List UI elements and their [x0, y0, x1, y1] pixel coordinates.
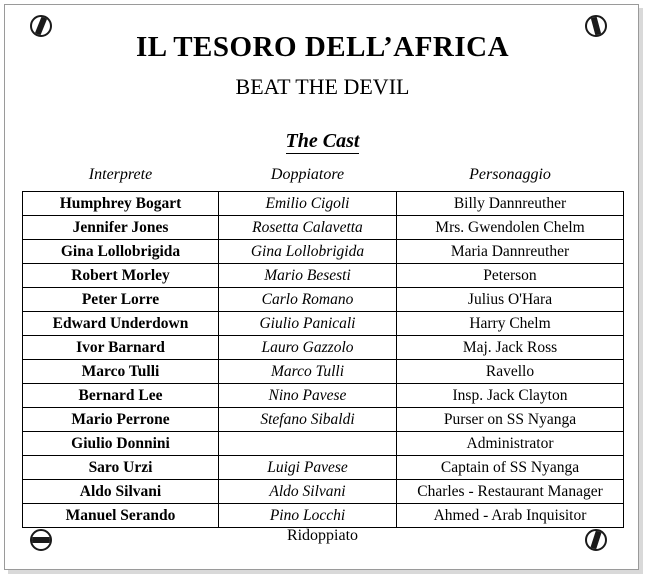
cell-interprete: Giulio Donnini [23, 432, 219, 456]
table-row [23, 456, 624, 480]
table-row [23, 288, 624, 312]
table-row [23, 384, 624, 408]
cell-doppiatore: Lauro Gazzolo [219, 336, 397, 360]
cell-interprete: Bernard Lee [23, 384, 219, 408]
column-header-personaggio: Personaggio [469, 166, 551, 183]
cell-interprete: Marco Tulli [23, 360, 219, 384]
table-row [23, 336, 624, 360]
cell-personaggio: Maria Dannreuther [397, 240, 624, 264]
cell-personaggio: Charles - Restaurant Manager [397, 480, 624, 504]
cast-table-header [23, 163, 624, 192]
footer-note: Ridoppiato [286, 527, 359, 544]
cell-doppiatore: Emilio Cigoli [219, 192, 397, 216]
cell-interprete: Aldo Silvani [23, 480, 219, 504]
cell-personaggio: Administrator [397, 432, 624, 456]
table-row [23, 408, 624, 432]
cell-doppiatore: Luigi Pavese [219, 456, 397, 480]
section-heading [0, 130, 645, 153]
table-row [23, 504, 624, 528]
table-row [23, 480, 624, 504]
page-subtitle: BEAT THE DEVIL [235, 74, 410, 99]
cell-doppiatore: Giulio Panicali [219, 312, 397, 336]
cell-interprete: Robert Morley [23, 264, 219, 288]
cell-personaggio: Billy Dannreuther [397, 192, 624, 216]
cell-personaggio: Captain of SS Nyanga [397, 456, 624, 480]
table-row [23, 432, 624, 456]
cell-interprete: Manuel Serando [23, 504, 219, 528]
cell-doppiatore: Pino Locchi [219, 504, 397, 528]
cell-personaggio: Mrs. Gwendolen Chelm [397, 216, 624, 240]
cell-interprete: Jennifer Jones [23, 216, 219, 240]
table-row [23, 312, 624, 336]
cell-doppiatore: Nino Pavese [219, 384, 397, 408]
cell-doppiatore: Rosetta Calavetta [219, 216, 397, 240]
page-title: IL TESORO DELL’AFRICA [135, 31, 510, 63]
section-heading-text: The Cast [285, 130, 360, 152]
cell-doppiatore: Stefano Sibaldi [219, 408, 397, 432]
cell-personaggio: Julius O'Hara [397, 288, 624, 312]
table-row [23, 360, 624, 384]
cell-doppiatore: Marco Tulli [219, 360, 397, 384]
table-header-row [23, 163, 624, 192]
cast-table [22, 163, 624, 528]
cell-interprete: Gina Lollobrigida [23, 240, 219, 264]
table-row [23, 216, 624, 240]
cell-doppiatore: Carlo Romano [219, 288, 397, 312]
cell-interprete: Ivor Barnard [23, 336, 219, 360]
cell-personaggio: Ravello [397, 360, 624, 384]
table-row [23, 192, 624, 216]
table-row [23, 264, 624, 288]
cell-personaggio: Maj. Jack Ross [397, 336, 624, 360]
cell-interprete: Edward Underdown [23, 312, 219, 336]
cell-interprete: Mario Perrone [23, 408, 219, 432]
column-header-doppiatore: Doppiatore [270, 166, 345, 183]
table-row [23, 240, 624, 264]
cell-personaggio: Harry Chelm [397, 312, 624, 336]
cell-personaggio: Peterson [397, 264, 624, 288]
cell-doppiatore: Mario Besesti [219, 264, 397, 288]
cell-interprete: Peter Lorre [23, 288, 219, 312]
column-header-interprete: Interprete [88, 166, 153, 183]
cell-personaggio: Purser on SS Nyanga [397, 408, 624, 432]
cell-personaggio: Ahmed - Arab Inquisitor [397, 504, 624, 528]
cell-interprete: Saro Urzi [23, 456, 219, 480]
cast-table-body [23, 192, 624, 528]
cell-doppiatore: Gina Lollobrigida [219, 240, 397, 264]
cell-doppiatore: Aldo Silvani [219, 480, 397, 504]
cell-personaggio: Insp. Jack Clayton [397, 384, 624, 408]
cell-interprete: Humphrey Bogart [23, 192, 219, 216]
cell-doppiatore [219, 432, 397, 456]
